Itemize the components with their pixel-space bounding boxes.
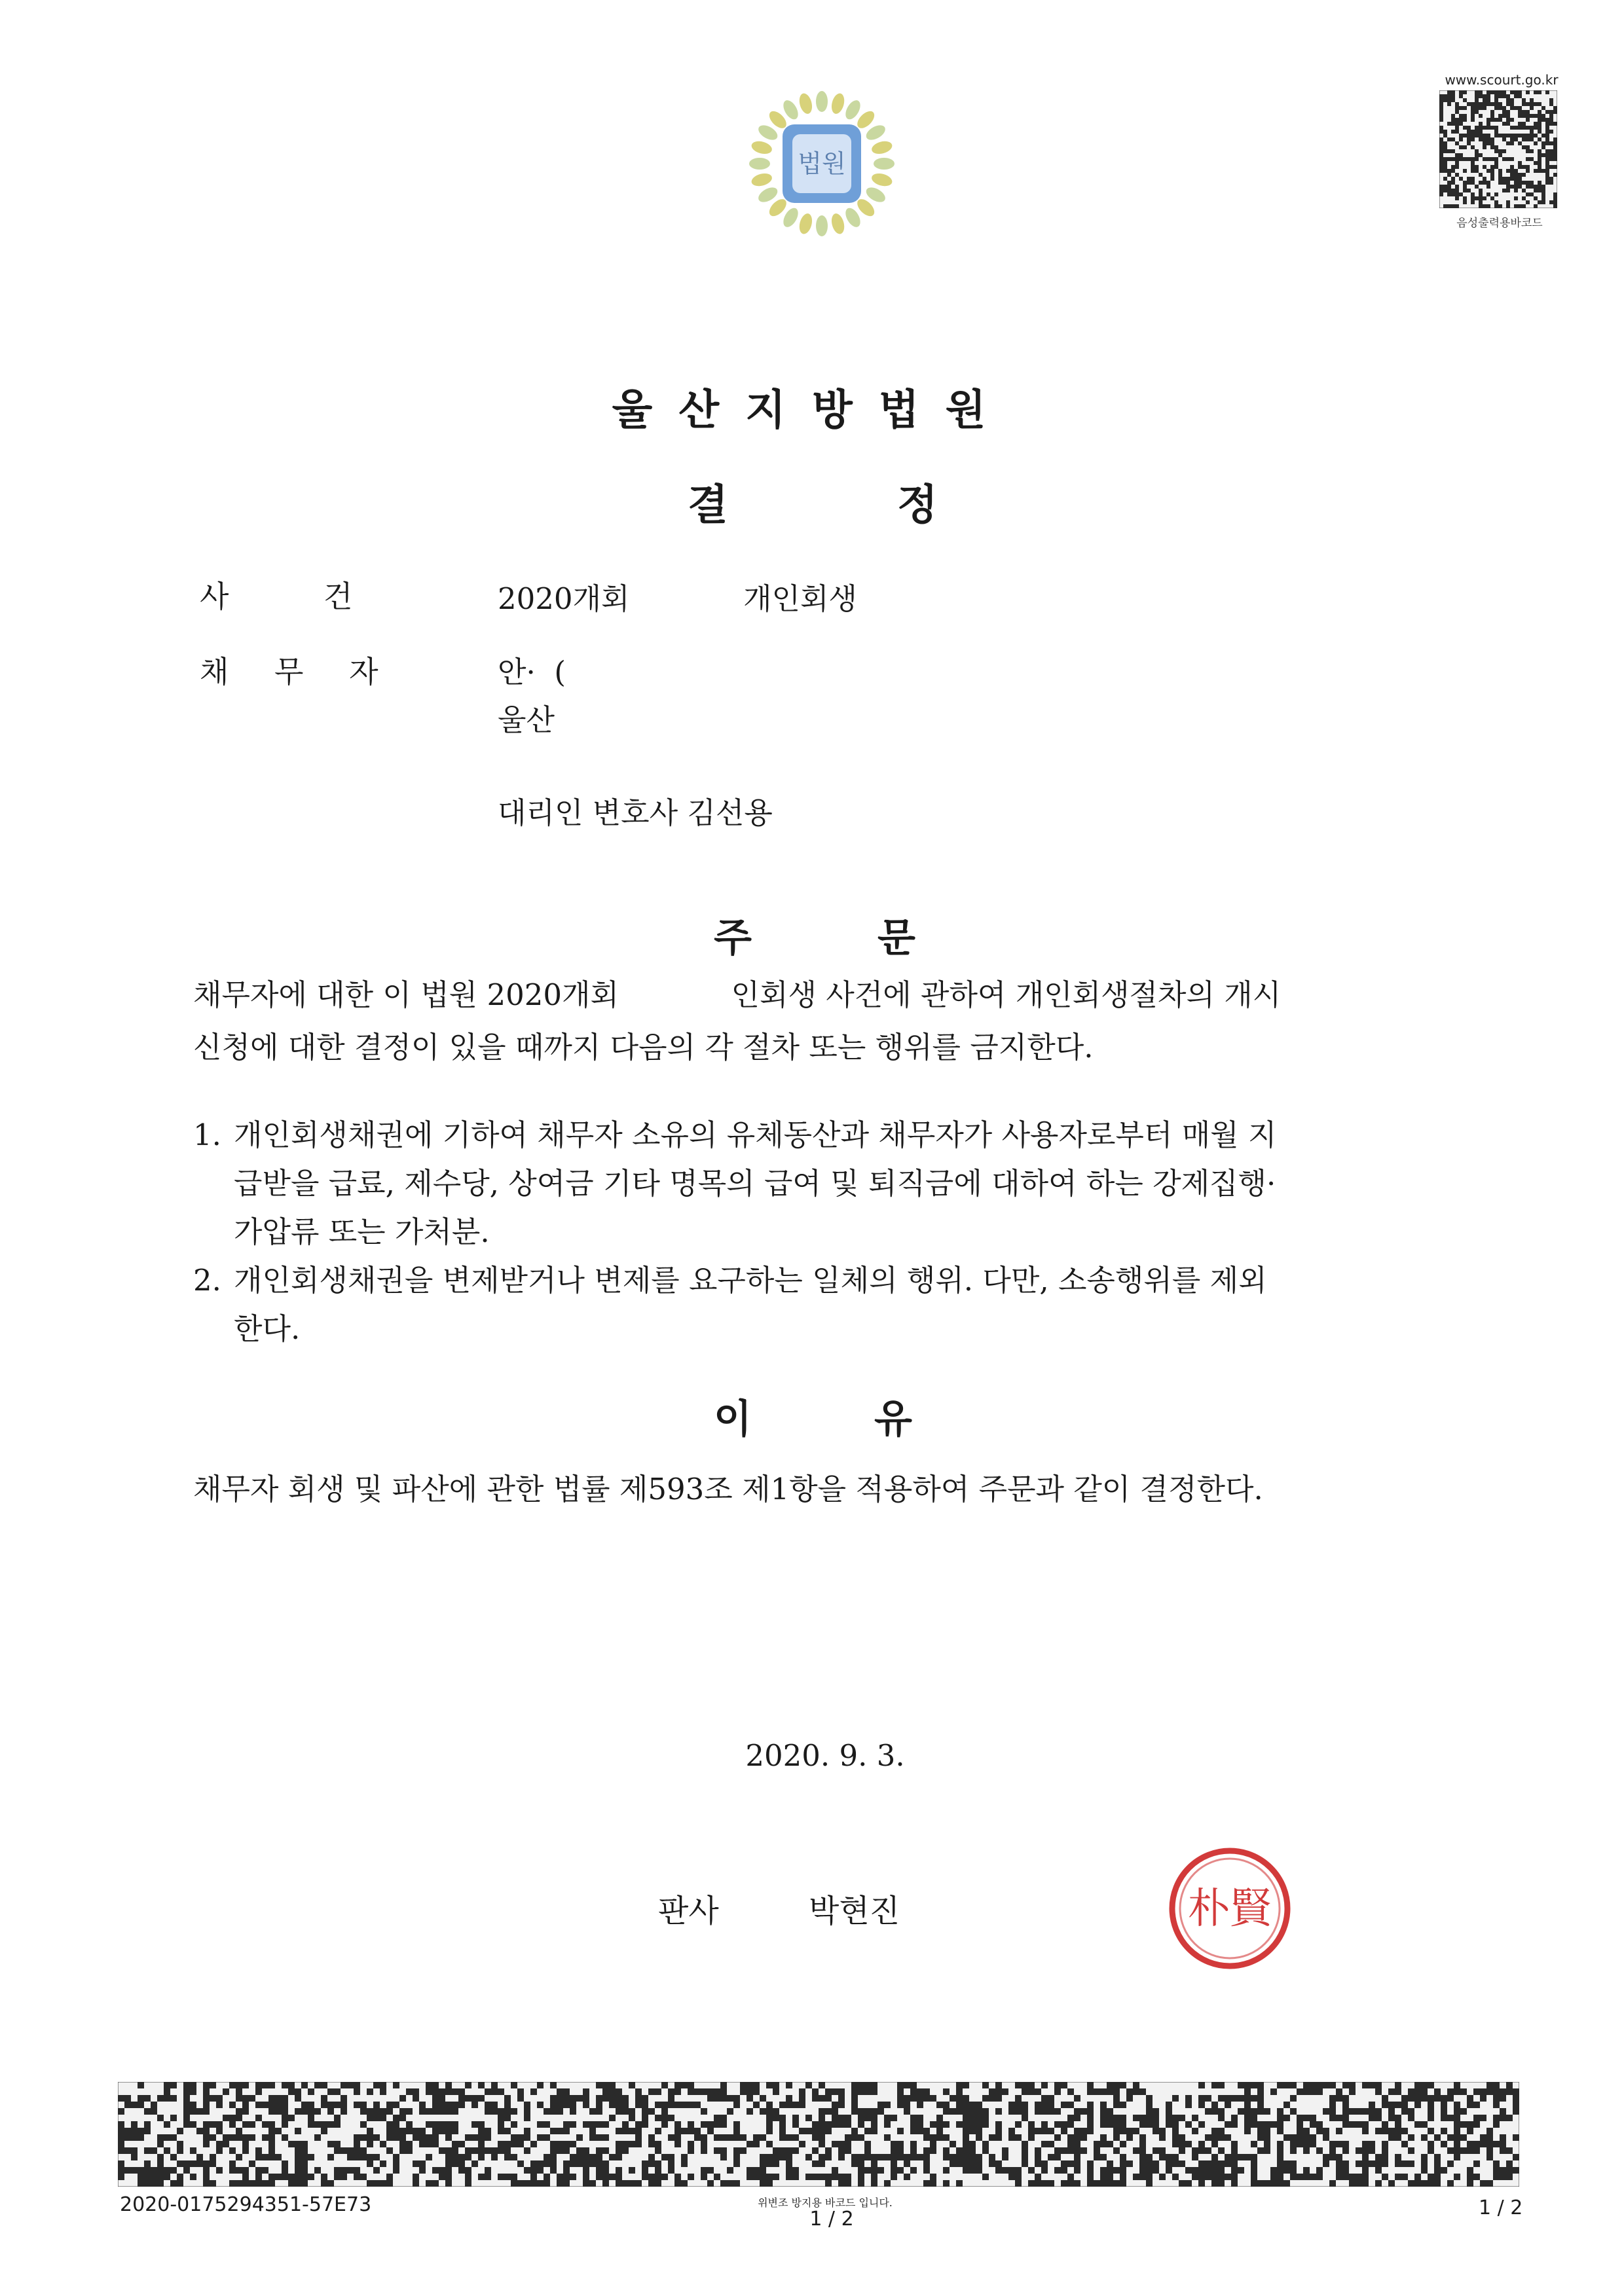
court-name: 울산지방법원 [612, 386, 1012, 435]
page-number-center: 1 / 2 [809, 2208, 854, 2231]
seal-text: 朴賢 [1188, 1885, 1272, 1933]
order-item-line: 급받을 급료, 제수당, 상여금 기타 명목의 급여 및 퇴직금에 대하여 하는 강제집행· [234, 1166, 1276, 1201]
order-heading-left: 주 [714, 915, 752, 961]
order-item-number: 1. [193, 1118, 221, 1152]
court-emblem-icon [747, 88, 897, 239]
order-intro-line2: 신청에 대한 결정이 있을 때까지 다음의 각 절차 또는 행위를 금지한다. [193, 1030, 1094, 1065]
order-heading-right: 문 [877, 915, 915, 961]
qr-caption: 음성출력용바코드 [1456, 217, 1543, 230]
reason-heading-left: 이 [714, 1396, 752, 1442]
order-item-line: 가압류 또는 가처분. [234, 1214, 490, 1249]
case-label: 사 건 [200, 579, 353, 614]
document-title-left: 결 [688, 481, 728, 530]
qr-url: www.scourt.go.kr [1445, 72, 1559, 88]
order-item-1 [193, 1111, 1450, 1256]
document-title-right: 정 [897, 481, 938, 530]
order-item-line: 한다. [234, 1311, 301, 1346]
document-title [688, 471, 938, 532]
judge-seal-icon [1164, 1843, 1295, 1974]
debtor-name: 안· ( [498, 655, 566, 689]
case-type: 개인회생 [743, 581, 857, 616]
order-item-line: 개인회생채권을 변제받거나 변제를 요구하는 일체의 행위. 다만, 소송행위를 제외 [234, 1263, 1267, 1298]
order-item-number: 2. [193, 1263, 221, 1298]
debtor-address: 울산 [498, 702, 555, 737]
anti-forgery-barcode-icon [118, 2082, 1519, 2187]
case-number: 2020개회 [498, 581, 630, 616]
judge-label: 판사 [658, 1893, 719, 1929]
order-intro-line1: 채무자에 대한 이 법원 2020개회 인회생 사건에 관하여 개인회생절차의 개시 [193, 977, 1282, 1012]
debtor-label: 채 무 자 [200, 654, 378, 689]
debtor-agent: 대리인 변호사 김선용 [498, 795, 773, 830]
decision-date: 2020. 9. 3. [745, 1738, 905, 1773]
judge-name: 박현진 [809, 1893, 900, 1929]
barcode-note: 위변조 방지용 바코드 입니다. [758, 2196, 893, 2209]
reason-heading-right: 유 [874, 1396, 912, 1442]
voice-barcode-icon [1439, 90, 1557, 208]
order-items [193, 1111, 1450, 1353]
document-id: 2020-0175294351-57E73 [120, 2193, 372, 2216]
order-item-2 [193, 1256, 1450, 1353]
order-item-line: 개인회생채권에 기하여 채무자 소유의 유체동산과 채무자가 사용자로부터 매월 지 [234, 1118, 1277, 1152]
page-number-right: 1 / 2 [1479, 2196, 1523, 2219]
reason-text: 채무자 회생 및 파산에 관한 법률 제593조 제1항을 적용하여 주문과 같이 결정한다. [193, 1472, 1263, 1506]
emblem-text: 법원 [798, 149, 846, 178]
order-intro [193, 969, 1437, 1074]
